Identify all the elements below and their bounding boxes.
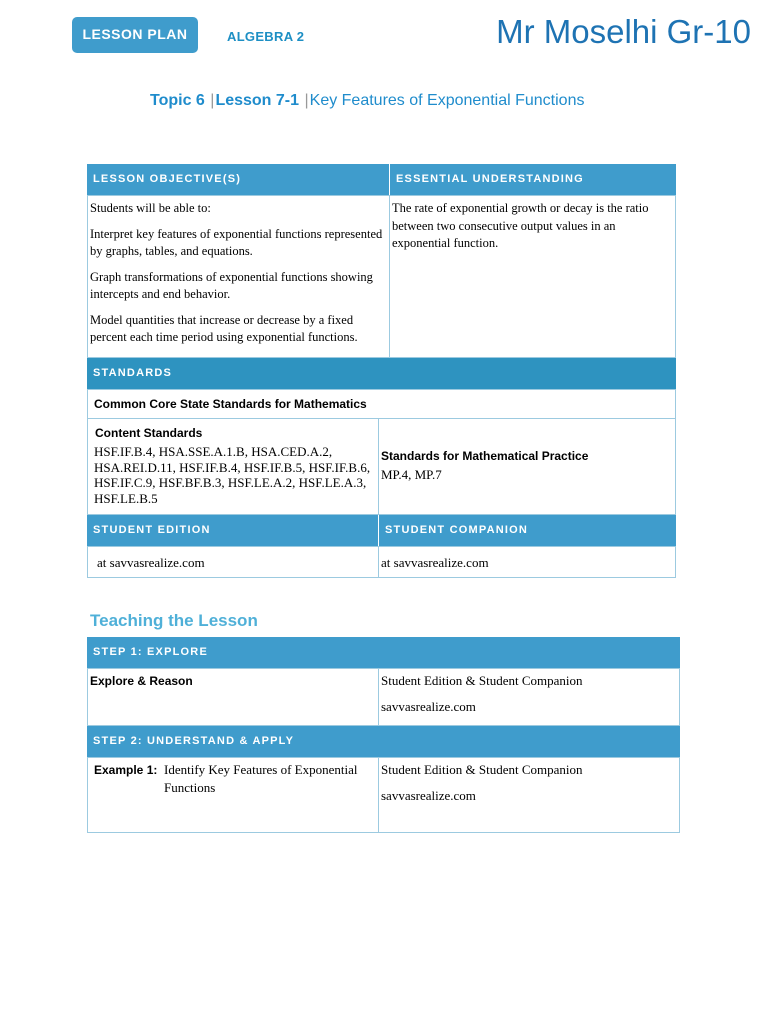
student-companion-value: at savvasrealize.com: [381, 555, 489, 570]
step2-resource: Student Edition & Student Companion: [381, 762, 583, 777]
step1-header: STEP 1: EXPLORE: [87, 637, 680, 668]
understanding-text: The rate of exponential growth or decay is the ratio between two consecutive output values in an exponential function.: [392, 201, 649, 250]
objective-item: Model quantities that increase or decrease by a fixed percent each time period using exponential functions.: [90, 312, 358, 344]
lesson-number: Lesson 7-1: [215, 92, 300, 109]
standards-header: STANDARDS: [87, 358, 676, 389]
objective-item: Interpret key features of exponential functions represented by graphs, tables, and equations.: [90, 226, 383, 258]
example-label: Example 1:: [94, 763, 158, 777]
column-divider: [378, 418, 379, 515]
lesson-name: Key Features of Exponential Functions: [309, 92, 585, 109]
step2-header: STEP 2: UNDERSTAND & APPLY: [87, 726, 680, 757]
ccss-title: Common Core State Standards for Mathematics: [94, 397, 367, 411]
objective-intro: Students will be able to:: [90, 201, 211, 215]
topic-label: Topic 6: [150, 92, 205, 109]
title-separator: |: [304, 92, 309, 109]
practice-standards-title: Standards for Mathematical Practice: [381, 449, 589, 463]
step1-label: Explore & Reason: [90, 674, 193, 688]
lesson-plan-badge: LESSON PLAN: [72, 17, 198, 53]
column-divider: [378, 546, 379, 578]
column-divider: [389, 195, 390, 358]
lesson-title: [150, 92, 584, 110]
objectives-header: LESSON OBJECTIVE(S): [87, 164, 389, 195]
subject-label: ALGEBRA 2: [227, 29, 305, 44]
step1-resource-link: savvasrealize.com: [381, 699, 476, 714]
content-standards-title: Content Standards: [95, 426, 203, 440]
column-divider: [378, 668, 379, 726]
step1-resource: Student Edition & Student Companion: [381, 673, 583, 688]
example-description: Identify Key Features of Exponential Functions: [164, 762, 358, 795]
teaching-section-title: Teaching the Lesson: [90, 611, 258, 630]
student-edition-value: at savvasrealize.com: [97, 555, 205, 570]
student-companion-header: STUDENT COMPANION: [379, 515, 676, 546]
student-edition-header: STUDENT EDITION: [87, 515, 378, 546]
practice-standards-list: MP.4, MP.7: [381, 467, 442, 482]
row-divider: [87, 418, 676, 419]
objective-item: Graph transformations of exponential functions showing intercepts and end behavior.: [90, 269, 373, 301]
teacher-name: Mr Moselhi Gr-10: [496, 13, 751, 50]
objectives-cell: [90, 200, 388, 355]
understanding-header: ESSENTIAL UNDERSTANDING: [390, 164, 676, 195]
column-divider: [378, 757, 379, 833]
title-separator: |: [210, 92, 215, 109]
step2-resource-link: savvasrealize.com: [381, 788, 476, 803]
content-standards-list: HSF.IF.B.4, HSA.SSE.A.1.B, HSA.CED.A.2, HSA.REI.D.11, HSF.IF.B.4, HSF.IF.B.5, HSF.IF.B.6, HSF.IF.C.9, HSF.BF.B.3, HSF.LE.A.2, HSF.LE.A.3, HSF.LE.B.5: [94, 444, 371, 506]
